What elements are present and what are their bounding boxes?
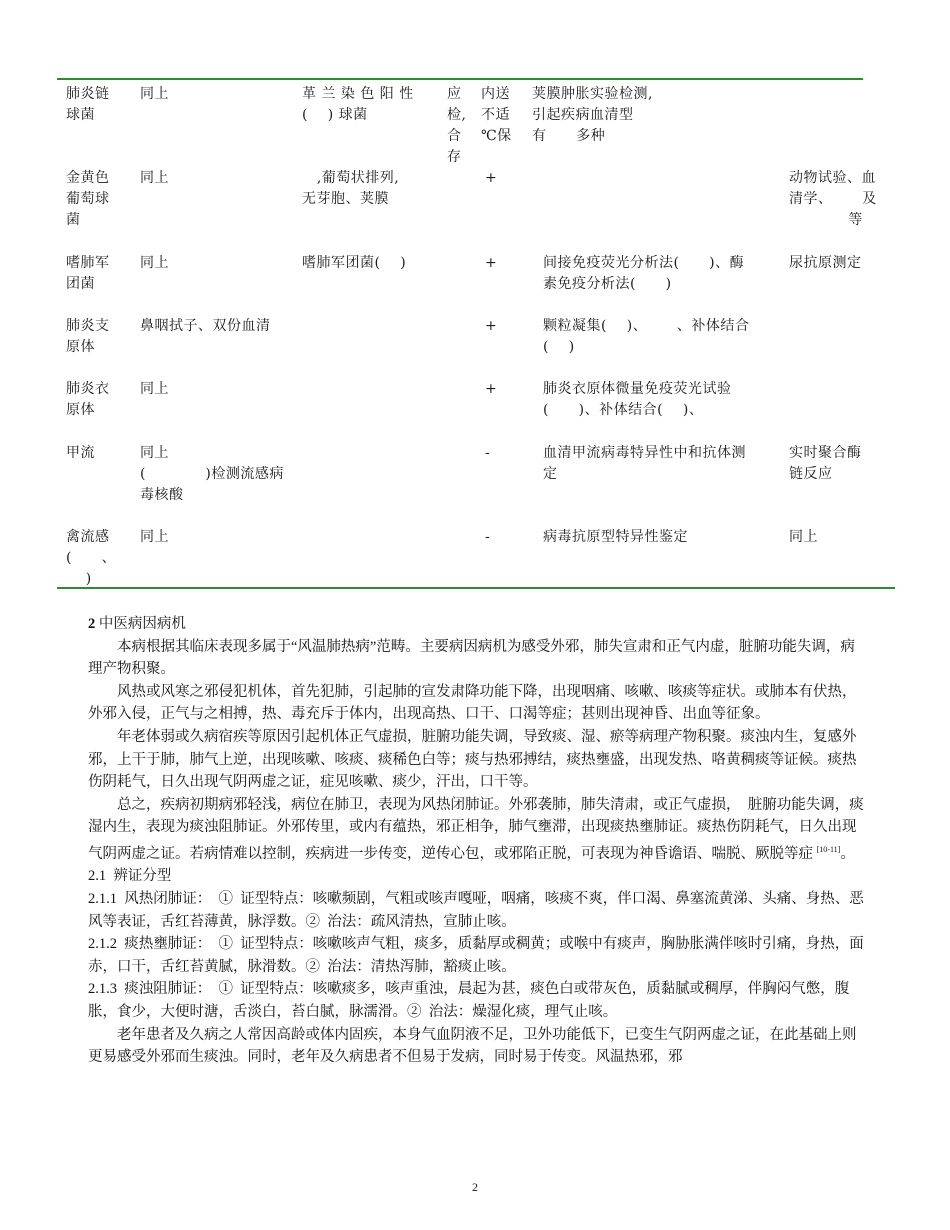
table-cell-pathogen: 甲流	[66, 445, 95, 461]
table-cell-pathogen: 嗜肺军 团菌	[66, 255, 110, 292]
table-cell-serology: 肺炎衣原体微量免疫荧光试验 ( )、补体结合( )、	[543, 381, 732, 418]
body-text	[88, 613, 868, 1069]
page-number: 2	[472, 1180, 478, 1194]
paragraph: 年老体弱或久病宿疾等原因引起机体正气虚损，脏腑功能失调，导致痰、湿、瘀等病理产物积聚。痰浊内生，复感外邪，上干于肺，肺气上逆，出现咳嗽、咳痰、痰稀色白等；痰与热邪搏结，痰热壅盛，出现发热、咯黄稠痰等证候。痰热伤阴耗气，日久出现气阴两虚之证，症见咳嗽、痰少，汗出，口干等。	[88, 728, 857, 791]
table-cell-specimen: 同上 ( )检测流感病 毒核酸	[140, 445, 284, 503]
table-cell-col5: +	[485, 381, 498, 397]
table-cell-specimen: 鼻咽拭子、双份血清	[140, 318, 271, 334]
table-cell-specimen: 同上	[140, 86, 169, 102]
table-cell-pathogen: 禽流感 ( 、 )	[66, 529, 117, 587]
table-cell-pathogen: 肺炎衣 原体	[66, 381, 110, 418]
table-cell-pathogen: 肺炎链 球菌	[66, 86, 110, 123]
table-cell-specimen: 同上	[140, 255, 169, 271]
paragraph-with-citation	[88, 794, 868, 866]
paragraph: 老年患者及久病之人常因高龄或体内固疾，本身气血阴液不足，卫外功能低下，已变生气阴两虚之证，在此基础上则更易感受外邪而生痰浊。同时，老年及久病患者不但易于发病，同时易于传变。风温热邪，邪	[88, 1026, 857, 1066]
table-cell-serology: 病毒抗原型特异性鉴定	[543, 529, 688, 545]
table-cell-specimen: 同上	[140, 381, 169, 397]
table-cell-col5: -	[485, 529, 491, 545]
syndrome-item: 2.1.1 风热闭肺证： ① 证型特点：咳嗽频剧，气粗或咳声嘎哑，咽痛，咳痰不爽，伴口渴、鼻塞流黄涕、头痛、身热、恶风等表证，舌红苔薄黄，脉浮数。② 治法：疏风清热，宣肺止咳。	[88, 890, 864, 930]
paragraph-text: 总之，疾病初期病邪轻浅，病位在肺卫，表现为风热闭肺证。外邪袭肺，肺失清肃，或正气虚损， 脏腑功能失调，痰湿内生，表现为痰浊阻肺证。外邪传里，或内有蕴热，邪正相争，肺气壅滞，出现痰热壅肺证。痰热伤阴耗气，日久出现气阴两虚之证。若病情难以控制，疾病进一步传变，逆传心包，或邪陷正脱，可表现为神昏谵语、喘脱、厥脱等症	[88, 796, 864, 862]
table-cell-specimen: 同上	[140, 170, 169, 186]
section-number: 2	[88, 616, 96, 632]
table-cell-culture: 嗜肺军团菌( )	[302, 255, 407, 271]
section-heading	[88, 613, 868, 636]
table-cell-serology: 荚膜肿胀实验检测, 引起疾病血清型 有 多种	[532, 86, 653, 144]
table-bottom-rule	[57, 587, 895, 589]
table-cell-serology: 血清甲流病毒特异性中和抗体测 定	[543, 445, 746, 482]
table-cell-other: 实时聚合酶 链反应	[789, 445, 862, 482]
table-cell-serology: 间接免疫荧光分析法( )、酶 素免疫分析法( )	[543, 255, 745, 292]
table-cell-other: 动物试验、血 清学、 及 等	[789, 170, 877, 228]
table-cell-col5: +	[485, 318, 498, 334]
table-cell-serology: 颗粒凝集( )、 、补体结合 ( )	[543, 318, 750, 355]
table-cell-specimen: 同上	[140, 529, 169, 545]
paragraph: 风热或风寒之邪侵犯机体，首先犯肺，引起肺的宣发肃降功能下降，出现咽痛、咳嗽、咳痰等症状。或肺本有伏热，外邪入侵，正气与之相搏，热、毒充斥于体内，出现高热、口干、口渴等症；甚则出现神昏、出血等征象。	[88, 683, 857, 723]
table-cell-col5: +	[485, 170, 498, 186]
citation-tail: 。	[840, 845, 855, 862]
syndrome-item: 2.1.3 痰浊阻肺证： ① 证型特点：咳嗽痰多，咳声重浊，晨起为甚，痰色白或带灰色，质黏腻或稠厚，伴胸闷气憋，腹胀，食少，大便时溏，舌淡白，苔白腻，脉濡滑。② 治法：燥湿化痰，理气止咳。	[88, 981, 850, 1020]
table-cell-culture: 革 兰 染 色 阳 性 ( ) 球菌	[302, 86, 414, 123]
syndrome-item: 2.1.2 痰热壅肺证： ① 证型特点：咳嗽咳声气粗，痰多，质黏厚或稠黄；或喉中有痰声，胸胁胀满伴咳时引痛，身热，面赤，口干，舌红苔黄腻，脉滑数。② 治法：清热泻肺，豁痰止咳。	[88, 936, 864, 975]
table-cell-pathogen: 金黄色 葡萄球 菌	[66, 170, 110, 228]
table-cell-culture: ,葡萄状排列, 无芽胞、荚膜	[302, 170, 400, 207]
table-cell-pathogen: 肺炎支 原体	[66, 318, 110, 355]
paragraph: 本病根据其临床表现多属于“风温肺热病”范畴。主要病因病机为感受外邪，肺失宣肃和正气内虚，脏腑功能失调，病理产物积聚。	[88, 638, 855, 678]
table-cell-col5: 内送 不适 ℃保	[481, 86, 512, 144]
table-cell-col5: +	[485, 255, 498, 271]
subsection-heading: 2.1 辨证分型	[88, 868, 172, 885]
table-top-rule	[57, 78, 863, 80]
table-cell-col5: -	[485, 445, 491, 461]
table-cell-other: 同上	[789, 529, 818, 545]
table-cell-col4: 应 检, 合 存	[447, 86, 467, 165]
section-title: 中医病因病机	[95, 616, 186, 632]
citation: [10-11]	[816, 844, 841, 854]
table-cell-other: 尿抗原测定	[789, 255, 862, 271]
